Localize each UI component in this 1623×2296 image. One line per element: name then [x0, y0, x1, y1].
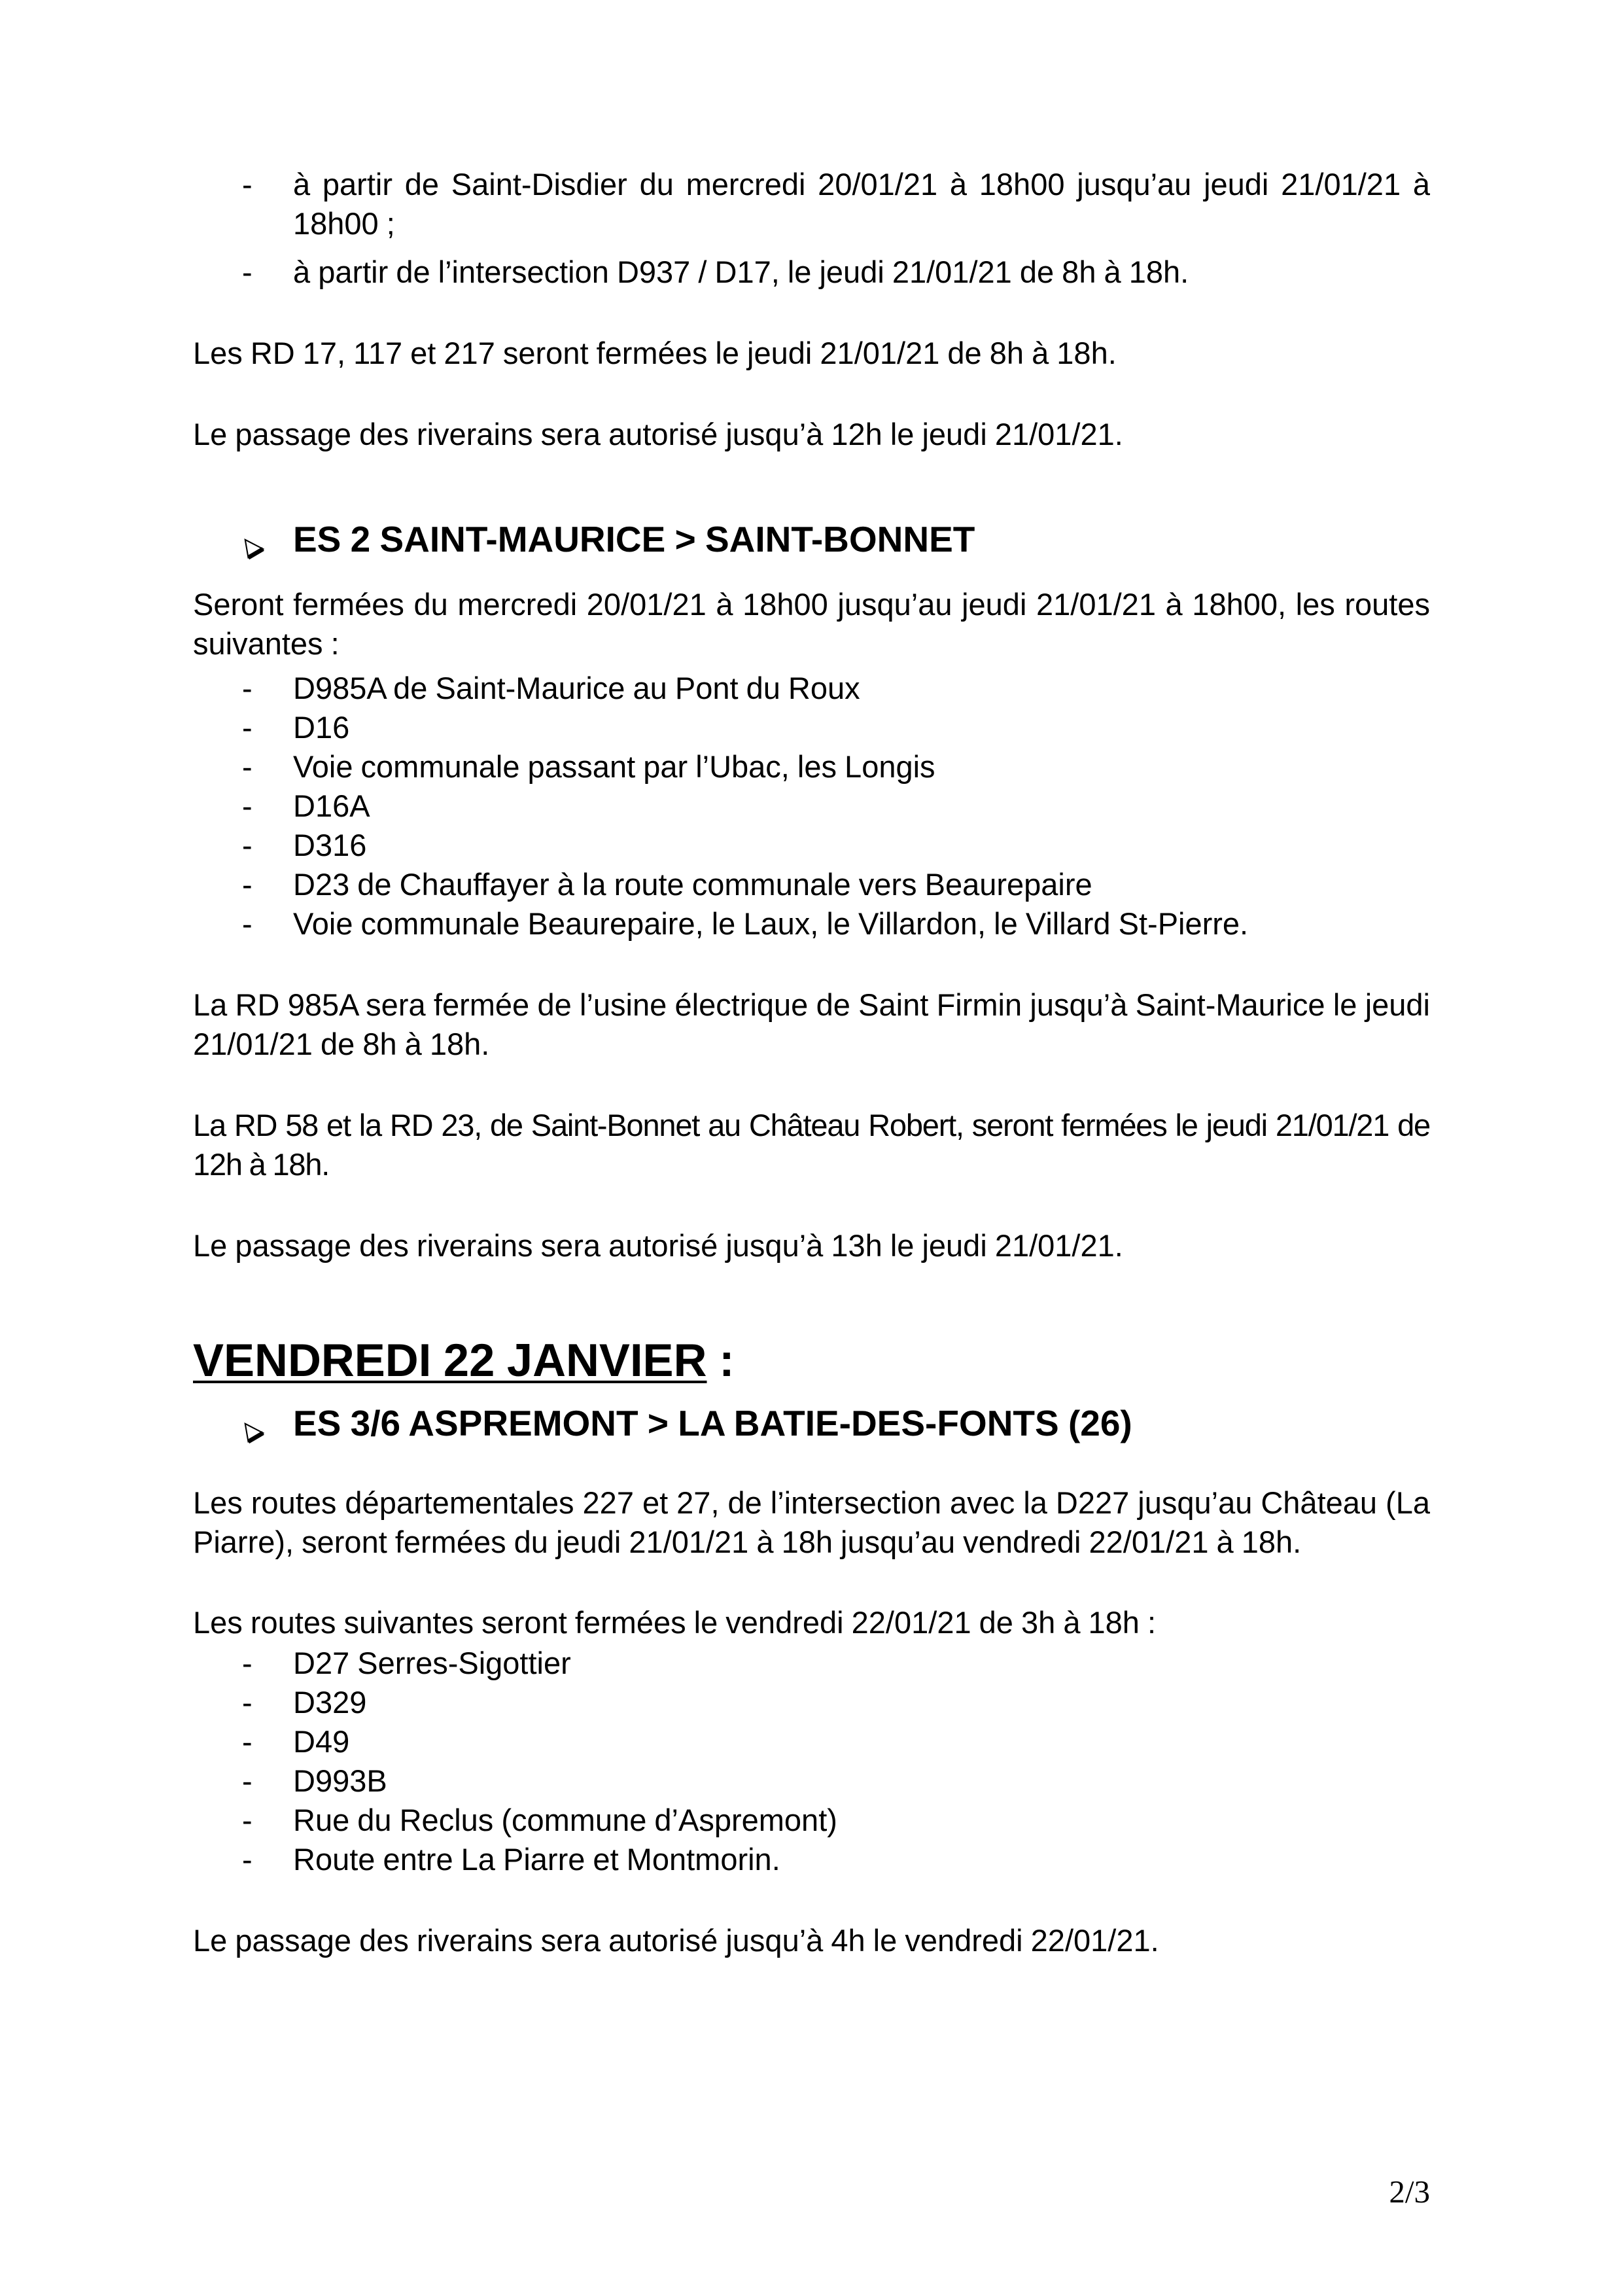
list-item-d27 — [193, 1644, 1430, 1683]
list-item-text: D49 — [293, 1724, 350, 1759]
dash-bullet: - — [242, 867, 253, 902]
dash-bullet: - — [242, 906, 253, 941]
list-item-text: à partir de Saint-Disdier du mercredi 20/01/21 à 18h00 jusqu’au jeudi 21/01/21 à — [293, 167, 1430, 202]
arrow-bullet-icon — [243, 528, 265, 550]
list-item-text: 18h00 ; — [293, 206, 395, 241]
dash-bullet: - — [242, 671, 253, 705]
es36-closed-roads-list — [193, 1644, 1430, 1879]
paragraph-seront-fermees-intro: Seront fermées du mercredi 20/01/21 à 18h00 jusqu’au jeudi 21/01/21 à 18h00, les routes suivantes : — [193, 587, 1430, 661]
dash-bullet: - — [242, 1763, 253, 1798]
list-item-intersection-d937 — [193, 253, 1430, 292]
list-item-text: D316 — [293, 828, 367, 862]
list-item-d329 — [193, 1683, 1430, 1722]
paragraph-riverains-12h: Le passage des riverains sera autorisé jusqu’à 12h le jeudi 21/01/21. — [193, 417, 1123, 451]
list-item-d49 — [193, 1722, 1430, 1761]
dash-bullet: - — [242, 255, 253, 289]
dash-bullet: - — [242, 749, 253, 784]
list-item-d985a — [193, 669, 1430, 708]
list-item-text: D27 Serres-Sigottier — [293, 1646, 571, 1680]
dash-bullet: - — [242, 1803, 253, 1837]
list-item-text: Voie communale Beaurepaire, le Laux, le Villardon, le Villard St-Pierre. — [293, 906, 1249, 941]
list-item-text: D985A de Saint-Maurice au Pont du Roux — [293, 671, 860, 705]
list-item-text: D23 de Chauffayer à la route communale vers Beaurepaire — [293, 867, 1092, 902]
es2-closed-roads-list — [193, 669, 1430, 944]
paragraph-routes-suivantes-intro: Les routes suivantes seront fermées le vendredi 22/01/21 de 3h à 18h : — [193, 1605, 1157, 1640]
list-item-d993b — [193, 1761, 1430, 1801]
paragraph-rd985a-closure: La RD 985A sera fermée de l’usine électrique de Saint Firmin jusqu’à Saint-Maurice le jeudi 21/01/21 de 8h à 18h. — [193, 987, 1430, 1061]
paragraph-rd17-closure: Les RD 17, 117 et 217 seront fermées le jeudi 21/01/21 de 8h à 18h. — [193, 336, 1117, 370]
closure-start-points-list — [193, 165, 1430, 292]
dash-bullet: - — [242, 1685, 253, 1720]
list-item-text: à partir de l’intersection D937 / D17, le jeudi 21/01/21 de 8h à 18h. — [293, 255, 1189, 289]
dash-bullet: - — [242, 1724, 253, 1759]
list-item-text: D16 — [293, 710, 350, 745]
paragraph-routes-227-27: Les routes départementales 227 et 27, de l’intersection avec la D227 jusqu’au Château (La Piarre), seront fermées du jeudi 21/01/21 à 18h jusqu’au vendredi 22/01/21 à 18h. — [193, 1485, 1430, 1559]
list-item-text: Route entre La Piarre et Montmorin. — [293, 1842, 780, 1877]
heading-vendredi-22-janvier — [193, 1334, 1430, 1386]
page-number: 2/3 — [1389, 2174, 1430, 2210]
list-item-saint-disdier — [193, 165, 1430, 243]
heading-es2-saint-maurice — [193, 520, 1430, 559]
list-item-voie-beaurepaire — [193, 904, 1430, 944]
list-item-d16a — [193, 786, 1430, 826]
dash-bullet: - — [242, 788, 253, 823]
list-item-d316 — [193, 826, 1430, 865]
dash-bullet: - — [242, 828, 253, 862]
paragraph-rd58-rd23-closure: La RD 58 et la RD 23, de Saint-Bonnet au Château Robert, seront fermées le jeudi 21/01/21 de 12h à 18h. — [193, 1108, 1430, 1182]
list-item-text: D16A — [293, 788, 370, 823]
list-item-text: Voie communale passant par l’Ubac, les Longis — [293, 749, 935, 784]
heading-text: ES 2 SAINT-MAURICE > SAINT-BONNET — [293, 519, 975, 559]
list-item-text: D329 — [293, 1685, 367, 1720]
dash-bullet: - — [242, 167, 253, 202]
dash-bullet: - — [242, 710, 253, 745]
dash-bullet: - — [242, 1646, 253, 1680]
dash-bullet: - — [242, 1842, 253, 1877]
day-heading-colon: : — [707, 1334, 735, 1386]
paragraph-riverains-4h: Le passage des riverains sera autorisé jusqu’à 4h le vendredi 22/01/21. — [193, 1923, 1159, 1958]
list-item-text: Rue du Reclus (commune d’Aspremont) — [293, 1803, 837, 1837]
arrow-bullet-icon — [243, 1412, 265, 1434]
heading-es36-aspremont — [193, 1404, 1430, 1443]
list-item-text: D993B — [293, 1763, 387, 1798]
list-item-d23 — [193, 865, 1430, 904]
paragraph-riverains-13h: Le passage des riverains sera autorisé jusqu’à 13h le jeudi 21/01/21. — [193, 1228, 1123, 1263]
day-heading-text: VENDREDI 22 JANVIER — [193, 1334, 707, 1386]
list-item-route-la-piarre — [193, 1840, 1430, 1879]
heading-text: ES 3/6 ASPREMONT > LA BATIE-DES-FONTS (26) — [293, 1403, 1132, 1443]
list-item-voie-ubac — [193, 747, 1430, 786]
list-item-d16 — [193, 708, 1430, 747]
list-item-rue-du-reclus — [193, 1801, 1430, 1840]
